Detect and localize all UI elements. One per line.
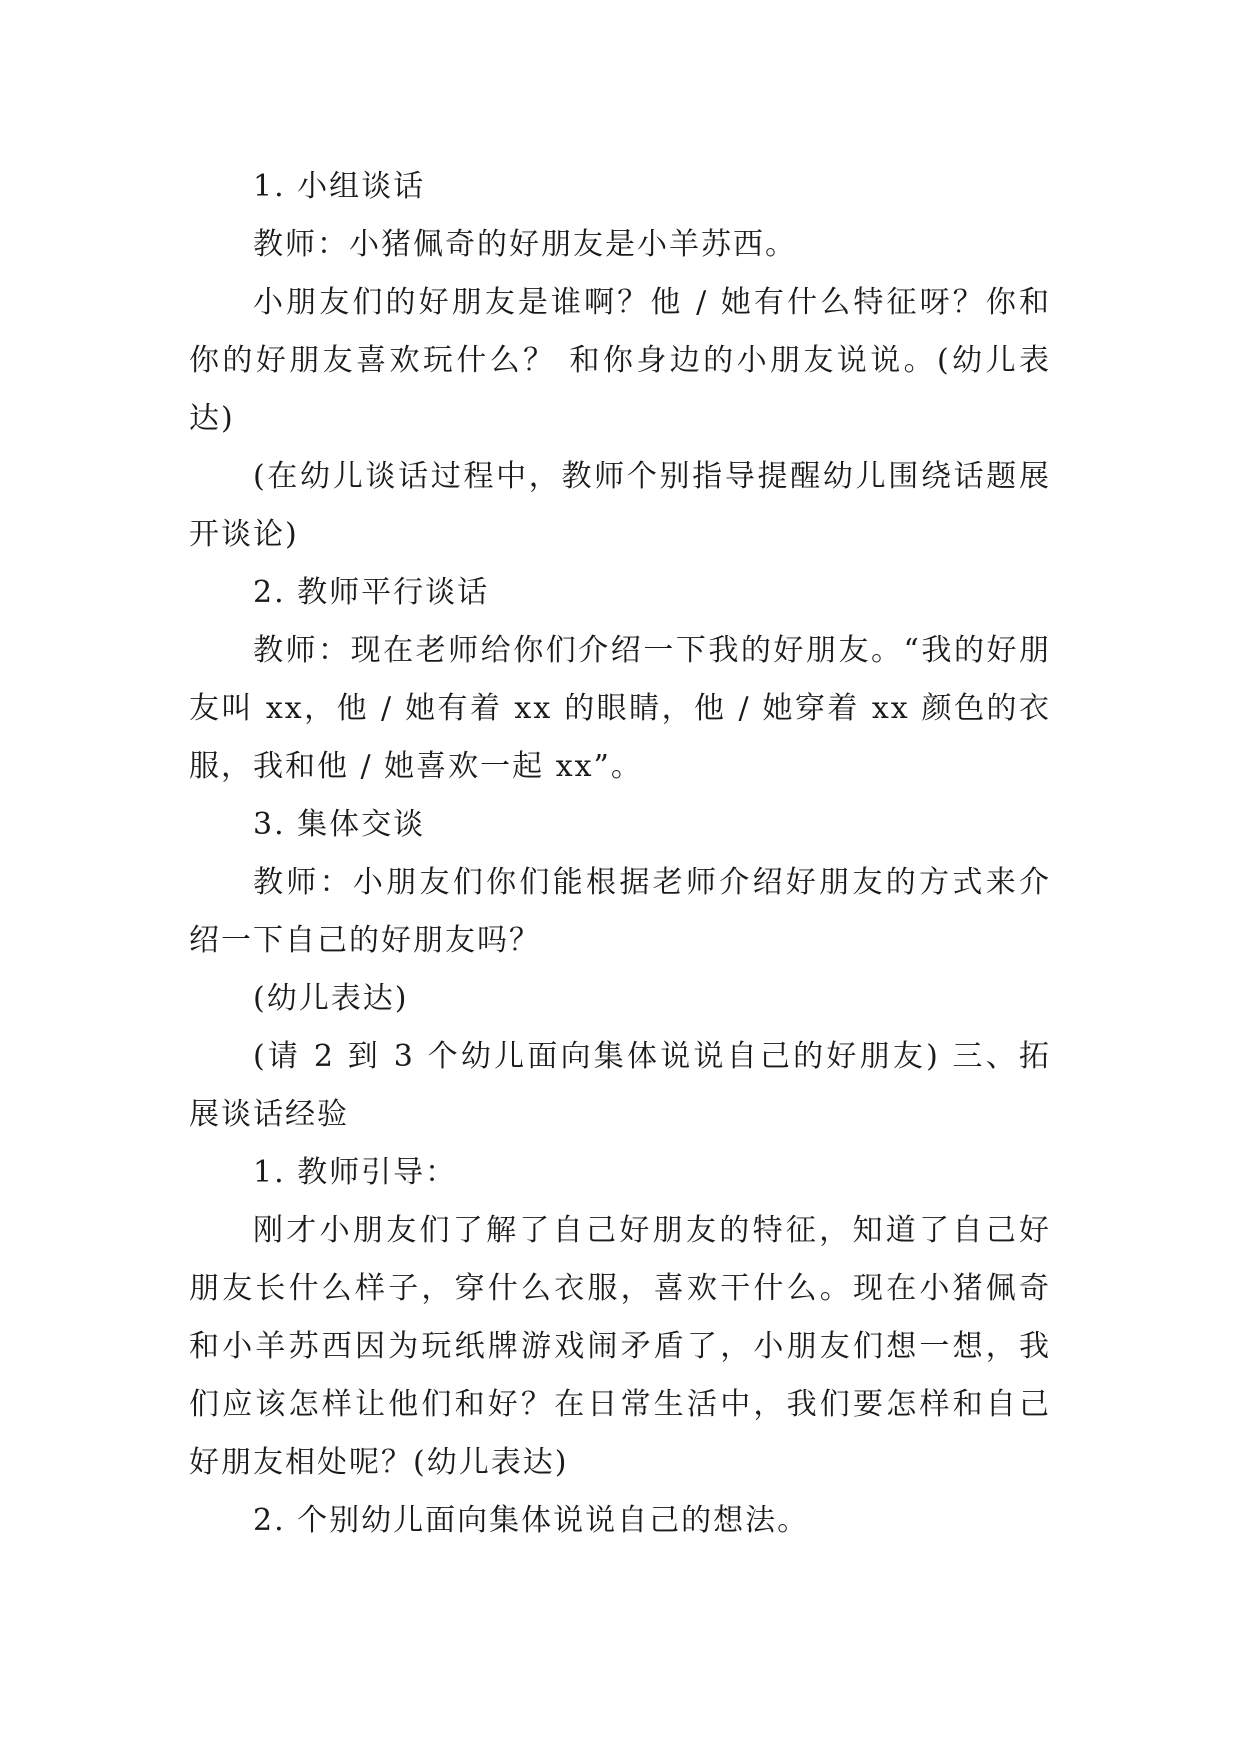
section-heading-individual-share: 2. 个别幼儿面向集体说说自己的想法。 <box>253 1503 810 1538</box>
section-heading-group-talk: 3. 集体交谈 <box>253 807 426 842</box>
section-heading-teacher-parallel-talk: 2. 教师平行谈话 <box>253 575 490 610</box>
paragraph-child-expression: (幼儿表达) <box>253 981 409 1016</box>
paragraph-guidance-note: (在幼儿谈话过程中，教师个别指导提醒幼儿围绕话题展开谈论) <box>189 459 1051 552</box>
paragraph-conflict-discussion: 刚才小朋友们了解了自己好朋友的特征，知道了自己好朋友长什么样子，穿什么衣服，喜欢干什么。现在小猪佩奇和小羊苏西因为玩纸牌游戏闹矛盾了，小朋友们想一想，我们应该怎样让他们和好？在日常生活中，我们要怎样和自己好朋友相处呢？(幼儿表达) <box>189 1213 1051 1480</box>
document-body <box>189 158 1051 1550</box>
section-heading-small-group-talk: 1. 小组谈话 <box>253 169 426 204</box>
section-heading-teacher-guidance: 1. 教师引导： <box>253 1155 458 1190</box>
paragraph-teacher-question: 教师：小朋友们你们能根据老师介绍好朋友的方式来介绍一下自己的好朋友吗？ <box>189 865 1051 958</box>
paragraph-group-share: (请 2 到 3 个幼儿面向集体说说自己的好朋友) 三、拓展谈话经验 <box>189 1039 1051 1132</box>
paragraph-teacher-friend-example: 教师：现在老师给你们介绍一下我的好朋友。“我的好朋友叫 xx，他 / 她有着 xx 的眼睛，他 / 她穿着 xx 颜色的衣服，我和他 / 她喜欢一起 xx”。 <box>189 633 1051 784</box>
paragraph-friend-questions: 小朋友们的好朋友是谁啊？他 / 她有什么特征呀？你和你的好朋友喜欢玩什么？ 和你身边的小朋友说说。(幼儿表达) <box>189 285 1051 436</box>
paragraph-teacher-intro: 教师：小猪佩奇的好朋友是小羊苏西。 <box>253 227 797 262</box>
